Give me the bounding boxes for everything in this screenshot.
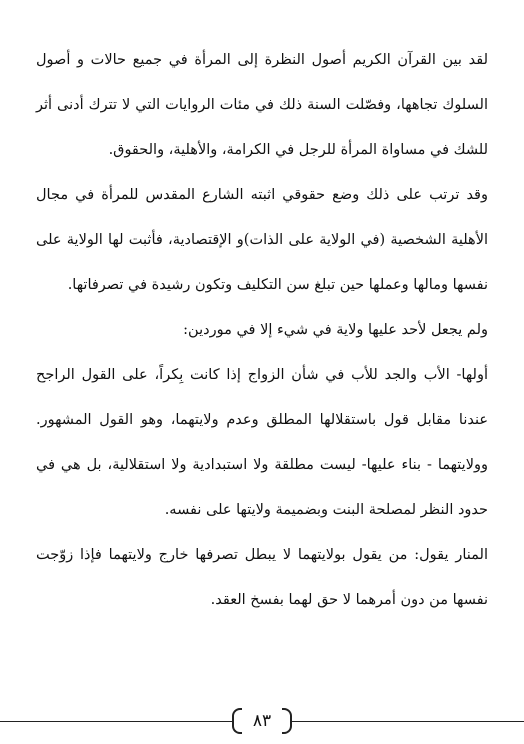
footer-rule-left bbox=[0, 721, 232, 722]
paragraph-1: لقد بين القرآن الكريم أصول النظرة إلى المرأة في جميع حالات و أصول السلوك تجاهها، وفصّلت السنة ذلك في مئات الروايات التي لا تترك أدنى أثر للشك في مساواة المرأة للرجل في الكرامة، والأهلية، والحقوق. bbox=[36, 52, 488, 158]
body-text bbox=[36, 38, 488, 623]
paragraph-4: أولها- الأب والجد للأب في شأن الزواج إذا كانت بِكراً، على القول الراجح عندنا مقابل قول باستقلالها المطلق وعدم ولايتهما، وهو القول المشهور. وولايتهما - بناء عليها- ليست مطلقة ولا استبدادية ولا استقلالية، بل هي في حدود النظر لمصلحة البنت وبضميمة ولايتها على نفسه. bbox=[36, 367, 488, 518]
paragraph-5: المنار يقول: من يقول بولايتهما لا يبطل تصرفها خارج ولايتهما فإذا زوّجت نفسها من دون أمرهما لا حق لهما بفسخ العقد. bbox=[36, 547, 488, 608]
right-brace-icon bbox=[282, 708, 292, 734]
page-number-frame bbox=[232, 706, 292, 736]
page-number: ٨٣ bbox=[252, 711, 272, 731]
paragraph-2: وقد ترتب على ذلك وضع حقوقي اثبته الشارع المقدس للمرأة في مجال الأهلية الشخصية (في الولاية على الذات)و الإقتصادية، فأثبت لها الولاية على نفسها ومالها وعملها حين تبلغ سن التكليف وتكون رشيدة في تصرفاتها. bbox=[36, 187, 488, 293]
footer-rule-right bbox=[292, 721, 524, 722]
paragraph-3: ولم يجعل لأحد عليها ولاية في شيء إلا في موردين: bbox=[183, 322, 488, 338]
page-footer bbox=[0, 706, 524, 738]
left-brace-icon bbox=[232, 708, 242, 734]
